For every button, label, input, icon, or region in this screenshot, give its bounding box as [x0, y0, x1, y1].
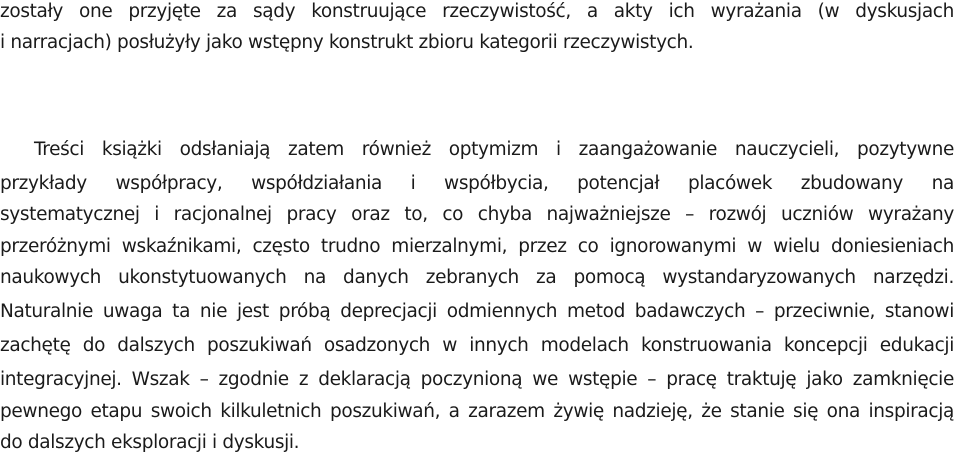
paragraph-2-line-3: systematycznej i racjonalnej pracy oraz to, co chyba najważniejsze – rozwój uczniów wyrażany — [0, 204, 954, 225]
paragraph-2-line-1: Treści książki odsłaniają zatem również optymizm i zaangażowanie nauczycieli, pozytywne — [34, 139, 954, 160]
paragraph-2-line-5: naukowych ukonstytuowanych na danych zebranych za pomocą wystandaryzowanych narzędzi. — [0, 267, 954, 288]
paragraph-2-line-2: przykłady współpracy, współdziałania i współbycia, potencjał placówek zbudowany na — [0, 173, 954, 194]
paragraph-2-line-10: do dalszych eksploracji i dyskusji. — [0, 432, 300, 453]
paragraph-1-line-1: zostały one przyjęte za sądy konstruujące rzeczywistość, a akty ich wyrażania (w dyskusjach — [0, 1, 954, 22]
paragraph-2-line-4: przeróżnymi wskaźnikami, często trudno mierzalnymi, przez co ignorowanymi w wielu doniesieniach — [0, 236, 954, 257]
paragraph-1-line-2: i narracjach) posłużyły jako wstępny konstrukt zbioru kategorii rzeczywistych. — [0, 32, 694, 53]
paragraph-2-line-7: zachętę do dalszych poszukiwań osadzonych w innych modelach konstruowania koncepcji edukacji — [0, 335, 954, 356]
paragraph-2-line-8: integracyjnej. Wszak – zgodnie z deklaracją poczynioną we wstępie – pracę traktuję jako zamknięcie — [0, 369, 954, 390]
paragraph-2-line-9: pewnego etapu swoich kilkuletnich poszukiwań, a zarazem żywię nadzieję, że stanie się ona inspiracją — [0, 401, 954, 422]
paragraph-2-line-6: Naturalnie uwaga ta nie jest próbą deprecjacji odmiennych metod badawczych – przeciwnie, stanowi — [0, 301, 954, 322]
